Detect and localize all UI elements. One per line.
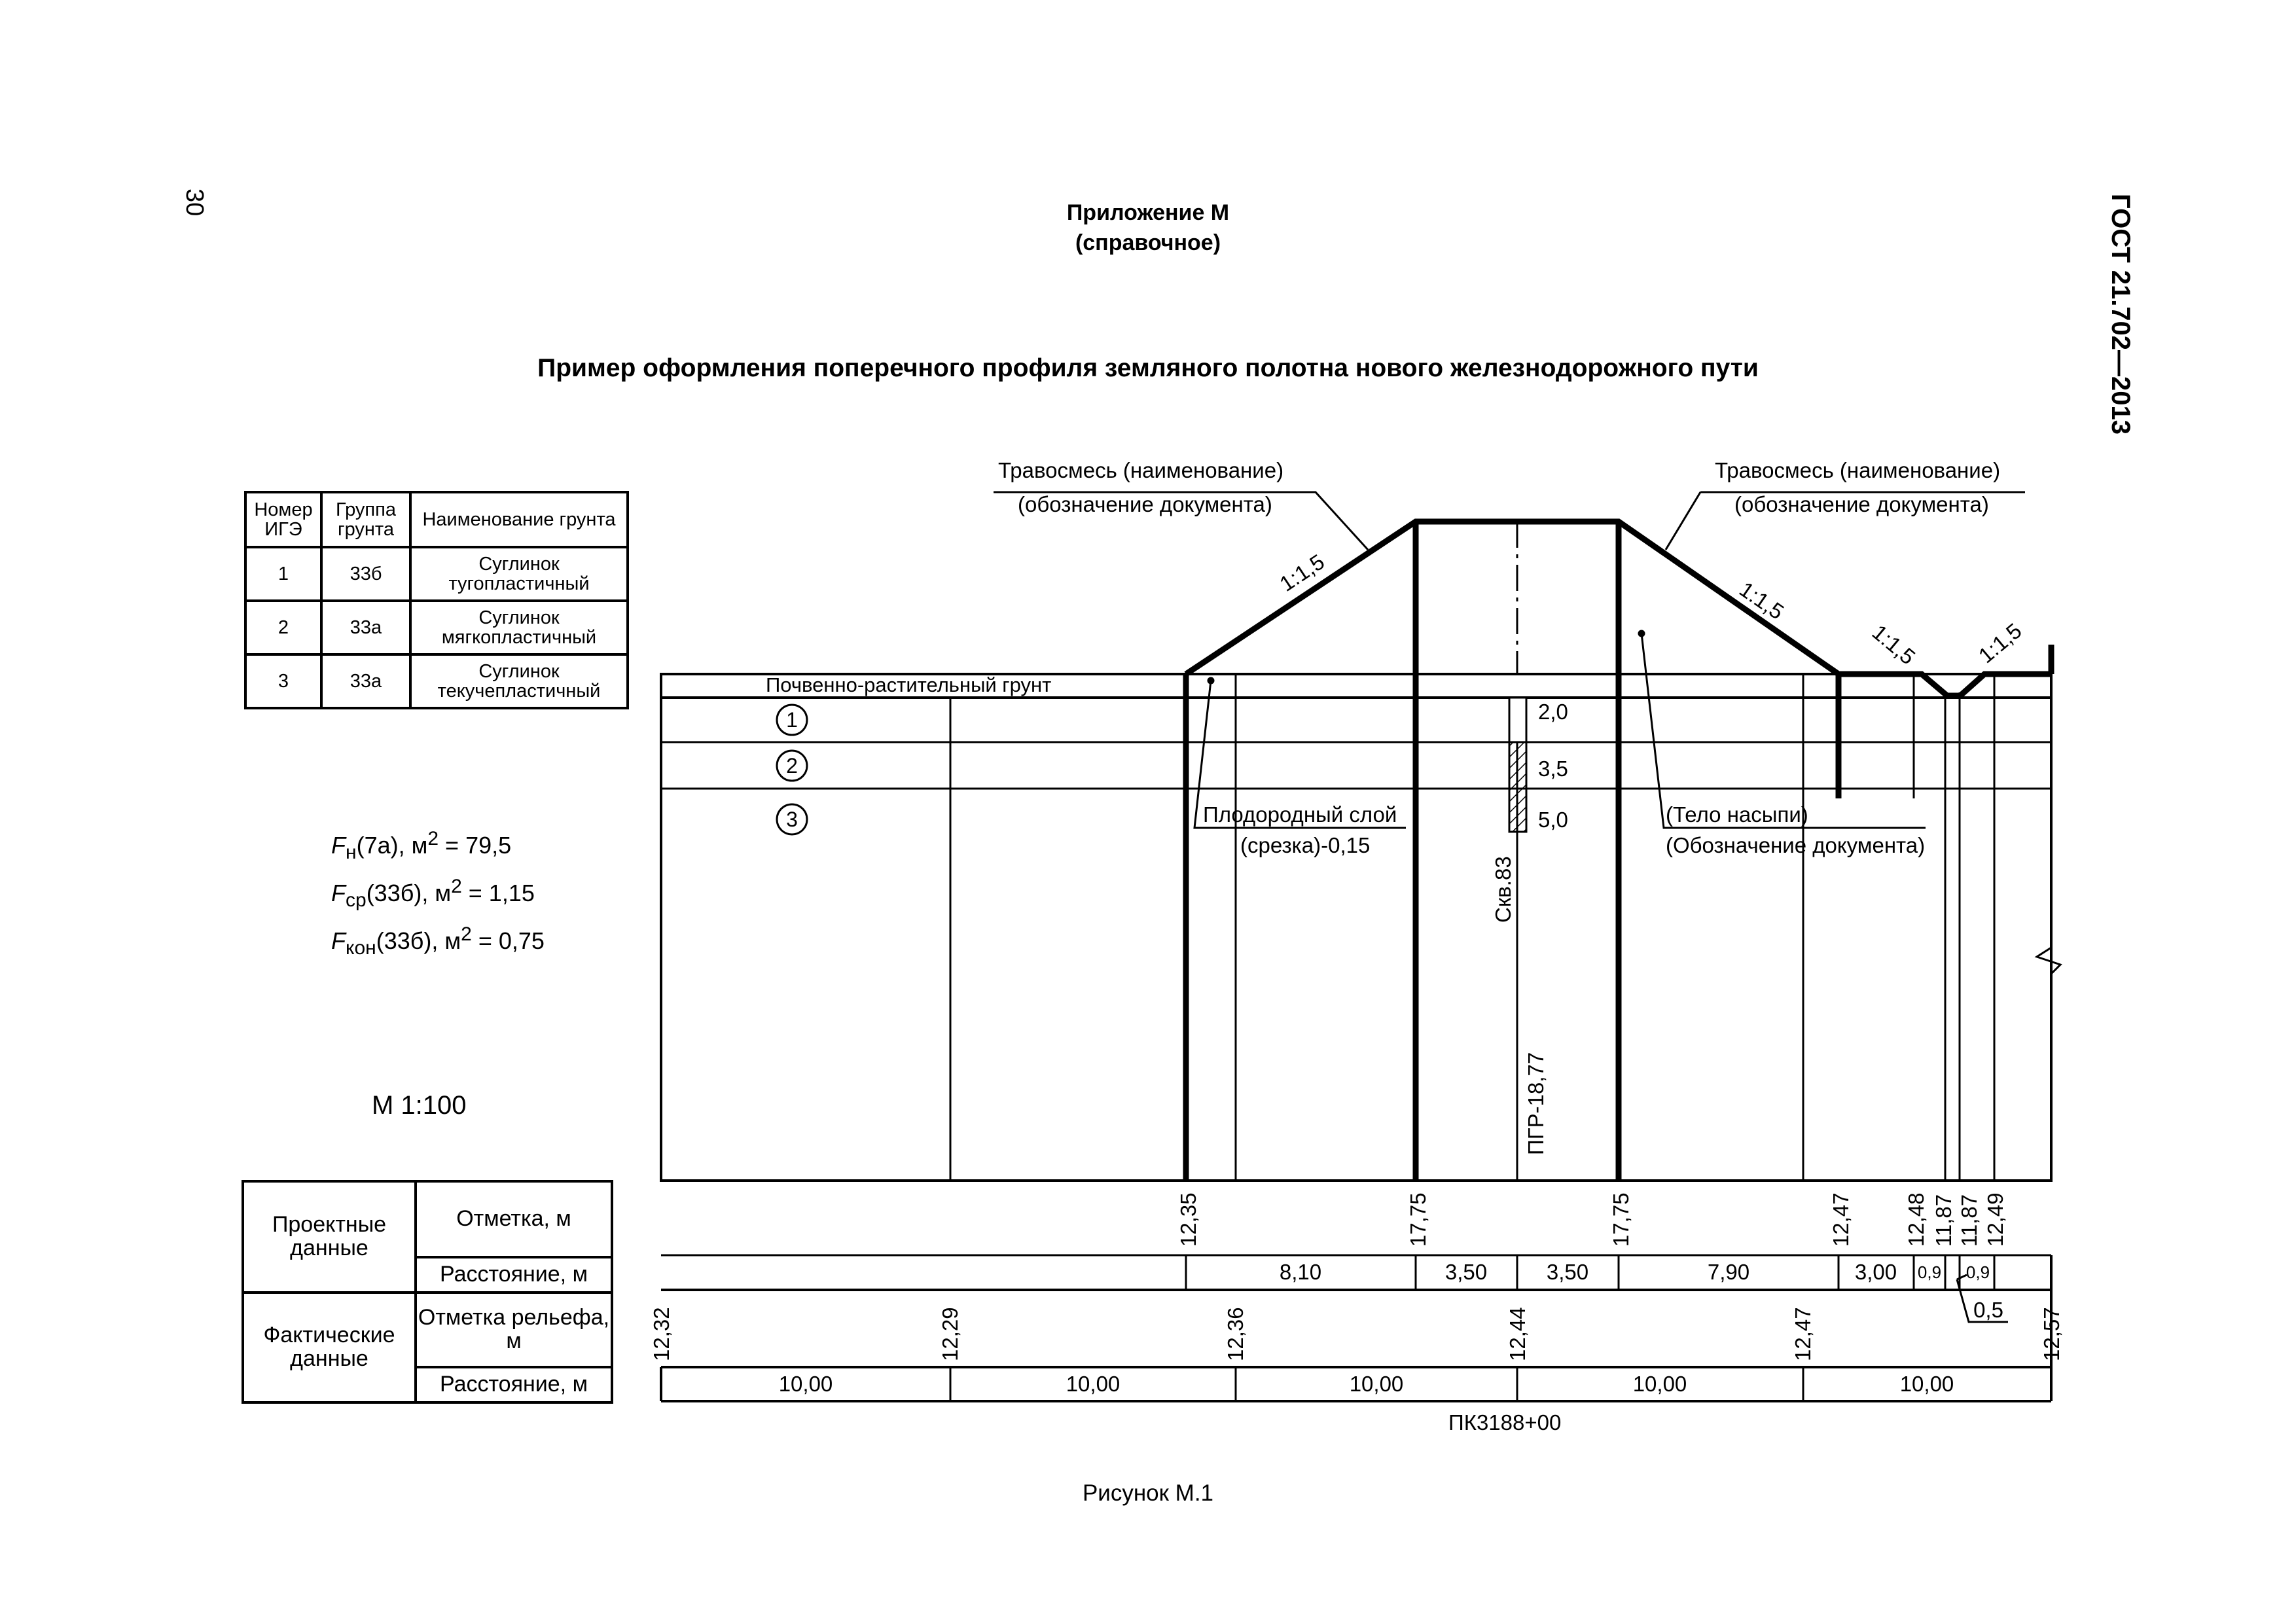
design-data-label: Проектные данные [243, 1181, 416, 1293]
relief-mark: 12,29 [938, 1307, 962, 1361]
area-subscript: ср [346, 889, 367, 912]
area-value: = 0,75 [471, 927, 545, 954]
layer-number: 3 [786, 808, 798, 831]
actual-distance: 10,00 [1632, 1372, 1687, 1396]
area-value: = 1,15 [461, 880, 535, 906]
embankment-doc-label: (Обозначение документа) [1666, 833, 1926, 857]
design-distance-label: Расстояние, м [416, 1257, 612, 1293]
soil-header-num: Номер ИГЭ [245, 492, 321, 547]
relief-mark: 12,57 [2039, 1307, 2064, 1361]
soil-row-num: 2 [245, 601, 321, 654]
design-distance: 3,50 [1546, 1260, 1589, 1284]
page-heading: Пример оформления поперечного профиля земляного полотна нового железнодорожного пути [537, 354, 1759, 382]
area-symbol: F [331, 927, 346, 954]
pgr-label: ПГР-18,77 [1524, 1052, 1548, 1155]
soil-row-name: Суглинок мягкопластичный [410, 601, 628, 654]
design-mark: 12,35 [1176, 1192, 1200, 1247]
scale-label: М 1:100 [372, 1091, 467, 1120]
design-distance: 7,90 [1707, 1260, 1750, 1284]
relief-mark: 12,36 [1223, 1307, 1247, 1361]
area-superscript: 2 [461, 923, 472, 945]
area-symbol: F [331, 832, 346, 859]
depth-label: 2,0 [1538, 700, 1568, 724]
design-mark: 11,87 [1931, 1194, 1956, 1247]
area-argument: (33б), м [376, 927, 461, 954]
slope-label: 1:1,5 [1867, 620, 1920, 669]
design-mark: 11,87 [1957, 1194, 1981, 1247]
design-mark: 12,47 [1829, 1192, 1853, 1247]
soil-row-group: 33а [321, 601, 410, 654]
standard-designation: ГОСТ 21.702—2013 [2106, 194, 2135, 435]
design-mark-label: Отметка, м [416, 1181, 612, 1257]
area-argument: (7а), м [356, 832, 428, 859]
grass-doc-left: (обозначение документа) [1018, 492, 1272, 516]
design-mark: 12,49 [1983, 1192, 2007, 1247]
area-subscript: кон [346, 937, 376, 959]
topsoil-label: Почвенно-растительный грунт [766, 673, 1052, 696]
design-mark: 12,48 [1904, 1192, 1928, 1247]
design-distance: 0,9 [1965, 1262, 1990, 1282]
actual-distance: 10,00 [1899, 1372, 1954, 1396]
slope-label: 1:1,5 [1275, 549, 1329, 596]
relief-mark: 12,47 [1791, 1307, 1815, 1361]
soil-row-num: 1 [245, 547, 321, 601]
appendix-note: (справочное) [1075, 230, 1221, 255]
layer-number: 1 [786, 708, 798, 732]
figure-caption: Рисунок М.1 [1082, 1480, 1214, 1506]
actual-distance: 10,00 [1066, 1372, 1121, 1396]
grass-label-right: Травосмесь (наименование) [1715, 458, 2001, 482]
grass-doc-right: (обозначение документа) [1734, 492, 1989, 516]
soil-header-name: Наименование грунта [410, 492, 628, 547]
area-value: = 79,5 [439, 832, 512, 859]
cut-depth-label: (срезка)-0,15 [1240, 833, 1371, 857]
actual-distance: 10,00 [778, 1372, 833, 1396]
soil-header-group: Группа грунта [321, 492, 410, 547]
actual-data-label: Фактические данные [243, 1293, 416, 1402]
design-distance: 0,5 [1973, 1298, 2003, 1322]
soil-row-group: 33а [321, 654, 410, 708]
area-subscript: н [346, 842, 357, 864]
ground-frame [661, 674, 2051, 1181]
relief-mark: 12,32 [649, 1307, 673, 1361]
slope-label: 1:1,5 [1735, 577, 1789, 624]
relief-mark: 12,44 [1505, 1307, 1530, 1361]
borehole-label: Скв.83 [1491, 856, 1515, 923]
depth-label: 3,5 [1538, 757, 1568, 781]
depth-label: 5,0 [1538, 808, 1568, 832]
actual-distance: 10,00 [1349, 1372, 1404, 1396]
design-distance: 3,00 [1854, 1260, 1897, 1284]
fertile-layer-label: Плодородный слой [1203, 802, 1397, 827]
area-symbol: F [331, 880, 346, 906]
design-mark: 17,75 [1406, 1192, 1430, 1247]
area-superscript: 2 [451, 876, 462, 897]
soil-row-name: Суглинок тугопластичный [410, 547, 628, 601]
design-distance: 0,9 [1917, 1262, 1942, 1282]
appendix-title: Приложение М [1066, 200, 1230, 225]
embankment-body-label: (Тело насыпи) [1666, 802, 1808, 827]
picket-label: ПК3188+00 [1448, 1410, 1562, 1435]
grass-label-left: Травосмесь (наименование) [998, 458, 1284, 482]
slope-label: 1:1,5 [1973, 618, 2026, 668]
soil-row-num: 3 [245, 654, 321, 708]
area-superscript: 2 [427, 828, 439, 849]
actual-distance-label: Расстояние, м [416, 1367, 612, 1402]
area-argument: (33б), м [366, 880, 452, 906]
page-number: 30 [181, 188, 208, 217]
design-mark: 17,75 [1609, 1192, 1633, 1247]
design-distance: 8,10 [1279, 1260, 1322, 1284]
relief-mark-label: Отметка рельефа, м [416, 1293, 612, 1367]
soil-row-group: 33б [321, 547, 410, 601]
layer-number: 2 [786, 754, 798, 777]
break-mark [2037, 674, 2060, 1181]
soil-row-name: Суглинок текучепластичный [410, 654, 628, 708]
design-distance: 3,50 [1444, 1260, 1488, 1284]
